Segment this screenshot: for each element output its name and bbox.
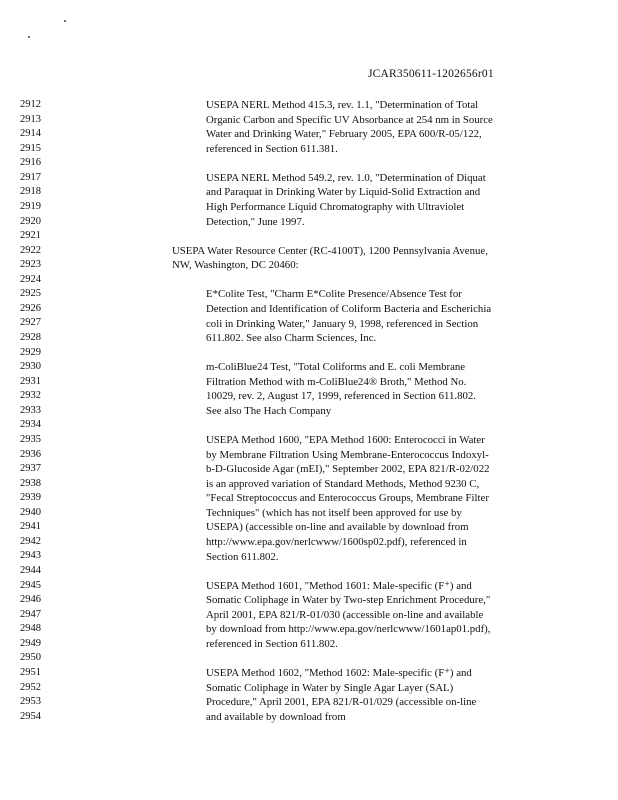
reference-entry bbox=[206, 579, 546, 652]
reference-entry bbox=[206, 98, 546, 156]
reference-text-line: http://www.epa.gov/nerlcwww/1600sp02.pdf), referenced in bbox=[206, 536, 467, 549]
reference-entry bbox=[206, 171, 546, 229]
line-number: 2953 bbox=[20, 696, 41, 708]
line-number: 2951 bbox=[20, 666, 41, 678]
reference-text-line: by download from http://www.epa.gov/nerlcwww/1601ap01.pdf), bbox=[206, 623, 491, 636]
line-number: 2924 bbox=[20, 273, 41, 285]
line-number: 2923 bbox=[20, 259, 41, 271]
line-number: 2918 bbox=[20, 186, 41, 198]
reference-text-line: Detection," June 1997. bbox=[206, 215, 305, 228]
line-number: 2947 bbox=[20, 608, 41, 620]
line-number: 2952 bbox=[20, 681, 41, 693]
reference-text-line: See also The Hach Company bbox=[206, 404, 332, 417]
reference-text-line: High Performance Liquid Chromatography with Ultraviolet bbox=[206, 200, 465, 213]
reference-text-line: Filtration Method with m-ColiBlue24® Broth," Method No. bbox=[206, 375, 467, 388]
reference-entry bbox=[206, 433, 546, 564]
line-number: 2944 bbox=[20, 565, 41, 576]
line-number: 2925 bbox=[20, 288, 41, 300]
line-number: 2946 bbox=[20, 594, 41, 606]
reference-text-line: USEPA Water Resource Center (RC-4100T), 1200 Pennsylvania Avenue, bbox=[172, 244, 488, 257]
document-header-id: JCAR350611-1202656r01 bbox=[368, 68, 494, 80]
reference-text-line: NW, Washington, DC 20460: bbox=[172, 259, 299, 272]
reference-text-line: Water and Drinking Water," February 2005, EPA 600/R-05/122, bbox=[206, 128, 482, 141]
line-number: 2943 bbox=[20, 550, 41, 562]
reference-text-line: Procedure," April 2001, EPA 821/R-01/029 (accessible on-line bbox=[206, 696, 477, 709]
reference-text-line: E*Colite Test, "Charm E*Colite Presence/Absence Test for bbox=[206, 288, 462, 301]
line-number: 2939 bbox=[20, 492, 41, 504]
reference-text-line: and available by download from bbox=[206, 710, 346, 723]
line-number-column bbox=[20, 98, 50, 724]
reference-text-line: referenced in Section 611.802. bbox=[206, 638, 338, 651]
reference-text-line: m-ColiBlue24 Test, "Total Coliforms and E. coli Membrane bbox=[206, 361, 466, 374]
reference-text-line: is an approved variation of Standard Methods, Method 9230 C, bbox=[206, 477, 480, 490]
line-number: 2931 bbox=[20, 375, 41, 387]
reference-text-line: USEPA NERL Method 415.3, rev. 1.1, "Determination of Total bbox=[206, 99, 479, 111]
line-number: 2950 bbox=[20, 652, 41, 664]
line-number: 2922 bbox=[20, 244, 41, 256]
line-number: 2938 bbox=[20, 477, 41, 489]
reference-text-line: USEPA Method 1601, "Method 1601: Male-specific (F⁺) and bbox=[206, 579, 472, 592]
line-number: 2917 bbox=[20, 171, 41, 183]
line-number: 2933 bbox=[20, 404, 41, 416]
reference-text-line: coli in Drinking Water," January 9, 1998, referenced in Section bbox=[206, 317, 479, 330]
reference-text-line: 10029, rev. 2, August 17, 1999, referenced in Section 611.802. bbox=[206, 390, 476, 403]
reference-text-line: Section 611.802. bbox=[206, 550, 279, 563]
reference-text-line: referenced in Section 611.381. bbox=[206, 142, 338, 155]
reference-entry bbox=[172, 244, 544, 273]
reference-text-line: Somatic Coliphage in Water by Single Agar Layer (SAL) bbox=[206, 681, 454, 694]
reference-text-line: Organic Carbon and Specific UV Absorbance at 254 nm in Source bbox=[206, 113, 493, 126]
reference-text-line: USEPA) (accessible on-line and available by download from bbox=[206, 521, 469, 534]
line-number: 2948 bbox=[20, 623, 41, 635]
line-number: 2927 bbox=[20, 317, 41, 329]
reference-text-line: and Paraquat in Drinking Water by Liquid-Solid Extraction and bbox=[206, 186, 481, 199]
line-number: 2941 bbox=[20, 521, 41, 533]
reference-entry bbox=[206, 666, 546, 724]
line-number: 2928 bbox=[20, 332, 41, 343]
line-number: 2932 bbox=[20, 390, 41, 402]
line-number: 2942 bbox=[20, 535, 41, 547]
scan-speck bbox=[64, 20, 66, 22]
line-number: 2940 bbox=[20, 506, 41, 518]
reference-text-line: Detection and Identification of Coliform Bacteria and Escherichia bbox=[206, 302, 492, 315]
reference-entry bbox=[206, 360, 546, 418]
line-number: 2929 bbox=[20, 346, 41, 358]
reference-text-line: by Membrane Filtration Using Membrane-Enterococcus Indoxyl- bbox=[206, 448, 489, 461]
reference-text-line: b-D-Glucoside Agar (mEI)," September 2002, EPA 821/R-02/022 bbox=[206, 463, 490, 476]
line-number: 2912 bbox=[20, 99, 41, 110]
line-number: 2913 bbox=[20, 113, 41, 125]
line-number: 2954 bbox=[20, 710, 41, 722]
line-number: 2914 bbox=[20, 128, 41, 140]
line-number: 2937 bbox=[20, 463, 41, 475]
reference-text-line: 611.802. See also Charm Sciences, Inc. bbox=[206, 332, 377, 345]
line-number: 2915 bbox=[20, 142, 41, 154]
reference-text-line: USEPA Method 1602, "Method 1602: Male-specific (F⁺) and bbox=[206, 667, 472, 680]
scan-speck bbox=[28, 36, 30, 38]
line-number: 2921 bbox=[20, 230, 41, 242]
line-number: 2920 bbox=[20, 215, 41, 227]
reference-entry bbox=[206, 287, 546, 345]
line-number: 2945 bbox=[20, 579, 41, 591]
line-number: 2935 bbox=[20, 433, 41, 445]
line-number: 2949 bbox=[20, 637, 41, 649]
line-number: 2934 bbox=[20, 419, 41, 431]
line-number: 2919 bbox=[20, 200, 41, 212]
reference-text-line: USEPA Method 1600, "EPA Method 1600: Enterococci in Water bbox=[206, 434, 485, 447]
reference-text-line: Somatic Coliphage in Water by Two-step Enrichment Procedure," bbox=[206, 594, 491, 607]
line-number: 2926 bbox=[20, 302, 41, 314]
line-number: 2930 bbox=[20, 361, 41, 373]
reference-text-line: Techniques" (which has not itself been approved for use by bbox=[206, 506, 462, 519]
reference-text-line: "Fecal Streptococcus and Enterococcus Groups, Membrane Filter bbox=[206, 492, 489, 505]
line-number: 2916 bbox=[20, 157, 41, 169]
reference-text-line: USEPA NERL Method 549.2, rev. 1.0, "Determination of Diquat bbox=[206, 171, 486, 184]
reference-text-line: April 2001, EPA 821/R-01/030 (accessible on-line and available bbox=[206, 608, 484, 621]
line-number: 2936 bbox=[20, 448, 41, 460]
